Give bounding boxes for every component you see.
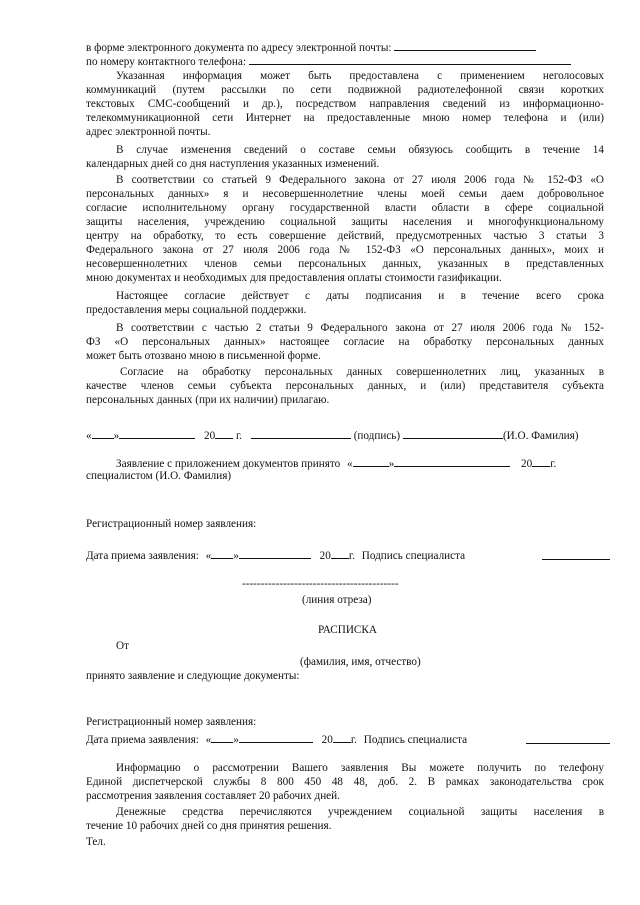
accepted-by-row [116,456,556,471]
from-label: От [116,640,129,652]
paragraph-line: персональных данных» я и несовершеннолетние члены моей семьи даем добровольное [86,188,604,200]
paragraph-line: персональных данных (при их наличии) прилагаю. [86,394,330,406]
paragraph-line: телекоммуникационной сети Интернет на предоставленные мною номер телефона и (или) [86,112,604,124]
tel-label: Тел. [86,836,106,848]
year-field[interactable] [532,456,550,467]
email-label: в форме электронного документа по адресу электронной почты: [86,42,392,54]
year-prefix: 20 [203,430,216,442]
month-field[interactable] [239,548,311,559]
quote-open: « [347,458,353,470]
day-field[interactable] [211,548,233,559]
paragraph-line: центру на обработку, то есть совершение действий, предусмотренных частью 3 статьи 3 [86,230,604,242]
reception-date-row [86,548,465,563]
phone-field[interactable] [249,54,571,65]
quote-open: « [205,550,212,562]
day-field[interactable] [211,732,233,743]
year-suffix: г. [350,734,357,746]
month-field[interactable] [394,456,510,467]
reception-date-row [86,732,467,747]
paragraph-line: течение 10 рабочих дней со дня принятия решения. [86,820,332,832]
paragraph-line: В соответствии с частью 2 статьи 9 Федерального закона от 27 июля 2006 года № 152- [116,322,604,334]
reception-date-label: Дата приема заявления: [86,734,199,746]
quote-close: » [233,550,239,562]
specialist-signature-label: Подпись специалиста [363,734,468,746]
phone-contact-line [86,54,571,69]
paragraph-line: рассмотрения заявления составляет 20 рабочих дней. [86,790,340,802]
email-contact-line [86,40,536,55]
fio-label: (фамилия, имя, отчество) [300,656,421,668]
paragraph-line: согласие исполнительному органу государственной власти области в сфере социальной [86,202,604,214]
year-suffix: г. [348,550,355,562]
paragraph-line: Федерального закона от 27 июля 2006 года № 152-ФЗ «О персональных данных», моих и [86,244,604,256]
year-suffix: г. [235,430,243,442]
paragraph-line: В соответствии со статьей 9 Федерального закона от 27 июля 2006 года № 152-ФЗ «О [116,174,604,186]
registration-number-label: Регистрационный номер заявления: [86,716,257,728]
paragraph-line: предоставления меры социальной поддержки. [86,304,307,316]
quote-close: » [113,430,120,442]
reception-date-label: Дата приема заявления: [86,550,199,562]
specialist-signature-field[interactable] [542,559,610,560]
phone-label: по номеру контактного телефона: [86,56,246,68]
cut-line: ------------------------------------------ [242,578,399,590]
accepted-specialist-line: специалистом (И.О. Фамилия) [86,470,232,482]
specialist-signature-label: Подпись специалиста [361,550,466,562]
accepted-docs-label: принято заявление и следующие документы: [86,670,300,682]
year-field[interactable] [333,732,351,743]
month-field[interactable] [119,428,195,439]
name-label: (И.О. Фамилия) [502,430,579,442]
day-field[interactable] [92,428,114,439]
year-field[interactable] [215,428,233,439]
specialist-signature-field[interactable] [526,743,610,744]
paragraph-line: мною документах и необходимых для предоставления оплаты стоимости газификации. [86,272,502,284]
signature-label: (подпись) [353,430,401,442]
paragraph-line: текстовых СМС-сообщений и др.), посредством направления сведений из информационно- [86,98,604,110]
paragraph-line: защиты населения, учреждению социальной защиты населения и многофункциональному [86,216,604,228]
receipt-title: РАСПИСКА [318,624,377,636]
paragraph-line: Согласие на обработку персональных данных совершеннолетних лиц, указанных в [120,366,604,378]
paragraph-line: качестве членов семьи субъекта персональных данных, и (или) представителя субъекта [86,380,604,392]
year-suffix: г. [550,458,557,470]
month-field[interactable] [239,732,313,743]
applicant-signature-row [86,428,579,443]
quote-open: « [86,430,92,442]
quote-close: » [233,734,239,746]
year-prefix: 20 [321,734,333,746]
email-field[interactable] [394,40,536,51]
year-field[interactable] [331,548,349,559]
paragraph-line: Денежные средства перечисляются учреждением социальной защиты населения в [116,806,604,818]
paragraph-line: несовершеннолетних членов семьи персональных данных, указанных в представленных [86,258,604,270]
paragraph-line: Единой диспетчерской службы 8 800 450 48 48, доб. 2. В рамках законодательства срок [86,776,604,788]
paragraph-line: может быть отозвано мною в письменной форме. [86,350,321,362]
day-field[interactable] [353,456,389,467]
cut-line-label: (линия отреза) [302,594,372,606]
paragraph-line: Настоящее согласие действует с даты подписания и в течение всего срока [116,290,604,302]
paragraph-line: Информацию о рассмотрении Вашего заявления Вы можете получить по телефону [116,762,604,774]
paragraph-line: адрес электронной почты. [86,126,211,138]
quote-close: » [388,458,395,470]
paragraph-line: коммуникаций (путем рассылки по сети подвижной радиотелефонной связи коротких [86,84,604,96]
accepted-label: Заявление с приложением документов принято [116,458,341,470]
signature-field[interactable] [251,428,351,439]
paragraph-line: Указанная информация может быть предоставлена с применением неголосовых [116,70,604,82]
quote-open: « [205,734,212,746]
year-prefix: 20 [521,458,533,470]
paragraph-line: В случае изменения сведений о составе семьи обязуюсь сообщить в течение 14 [116,144,604,156]
name-field[interactable] [403,428,503,439]
paragraph-line: календарных дней со дня наступления указанных изменений. [86,158,380,170]
paragraph-line: ФЗ «О персональных данных» настоящее согласие на обработку персональных данных [86,336,604,348]
year-prefix: 20 [319,550,331,562]
registration-number-label: Регистрационный номер заявления: [86,518,257,530]
